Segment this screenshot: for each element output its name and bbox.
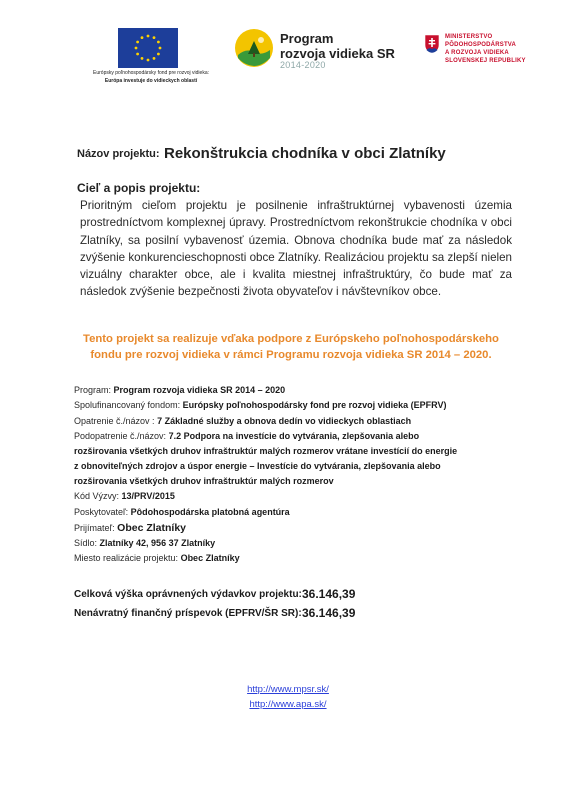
fund-label: Spolufinancovaný fondom: [74,400,181,410]
submeasure-label: Podopatrenie č./názov: [74,431,167,441]
submeasure-value-line4: rozširovania všetkých druhov infraštruktúr malých rozmerov [74,476,334,486]
program-logo-line1: Program [280,31,334,46]
goal-description: Prioritným cieľom projektu je posilnenie infraštruktúrnej vybavenosti územia prostredníctvom komplexnej úpravy. Prostredníctvom rekonštrukcie chodníka v obci Zlatníky, sa posilní vybavenosť územia. Obnova chodníka bude mať za následok zvýšenie konkurencieschopnosti obce Zlatníky. Realizáciou projektu sa zlepší nielen vizuálny charakter obce, ale i kvalita miestnej infraštruktúry, čo bude mať za následok zvýšenie bezpečnosti života obyvateľov i návštevníkov obce. [80,199,512,299]
seat-value: Zlatníky 42, 956 37 Zlatníky [99,538,216,548]
provider-label: Poskytovateľ: [74,507,129,517]
program-rozvoja-vidieka-logo-icon [234,28,274,68]
place-label: Miesto realizácie projektu: [74,553,179,563]
eu-caption-line1: Európsky poľnohospodársky fond pre rozvoj vidieka: [93,70,209,76]
measure-row [74,416,411,426]
submeasure-row [74,431,419,441]
seat-row [74,538,215,548]
eligible-costs-label: Celková výška oprávnených výdavkov projektu: [74,589,302,600]
recipient-label: Prijímateľ: [74,523,115,533]
provider-row [74,507,290,517]
support-statement-line1: Tento projekt sa realizuje vďaka podpore z Európskeho poľnohospodárskeho [83,333,499,345]
program-value: Program rozvoja vidieka SR 2014 – 2020 [113,385,286,395]
program-row [74,385,285,395]
ministry-line2: PÔDOHOSPODÁRSTVA [445,42,517,48]
submeasure-value-line2: rozširovania všetkých druhov infraštruktúr malých rozmerov vrátane investícií do energie [74,446,458,456]
apa-link[interactable]: http://www.apa.sk/ [249,699,327,710]
program-logo-years: 2014-2020 [280,60,326,70]
program-label: Program: [74,385,112,395]
measure-label: Opatrenie č./názov : [74,416,155,426]
call-label: Kód Výzvy: [74,491,120,501]
submeasure-line3 [74,461,441,471]
project-name-label: Názov projektu: [77,148,160,160]
place-row [74,553,240,563]
eu-flag-icon [118,28,178,68]
program-logo-line2: rozvoja vidieka SR [280,46,395,61]
call-row [74,491,175,501]
provider-value: Pôdohospodárska platobná agentúra [130,507,290,517]
ministry-line1: MINISTERSTVO [445,34,493,40]
eu-caption-line2: Európa investuje do vidieckych oblastí [104,78,198,84]
measure-value: 7 Základné služby a obnova dedín vo vidieckych oblastiach [157,416,412,426]
mpsr-link[interactable]: http://www.mpsr.sk/ [247,684,329,695]
goal-heading: Cieľ a popis projektu: [77,181,201,195]
recipient-row [74,522,186,534]
submeasure-line4 [74,476,334,486]
grant-label: Nenávratný finančný príspevok (EPFRV/ŠR SR): [74,608,302,619]
slovak-coat-of-arms-icon [424,34,440,54]
fund-value: Európsky poľnohospodársky fond pre rozvoj vidieka (EPFRV) [182,400,447,410]
ministry-line3: A ROZVOJA VIDIEKA [445,50,509,56]
support-statement-line2: fondu pre rozvoj vidieka v rámci Programu rozvoja vidieka SR 2014 – 2020. [90,349,492,361]
place-value: Obec Zlatníky [180,553,240,563]
submeasure-value-line1: 7.2 Podpora na investície do vytvárania, zlepšovania alebo [168,431,420,441]
ministry-line4: SLOVENSKEJ REPUBLIKY [445,58,526,64]
call-value: 13/PRV/2015 [121,491,175,501]
submeasure-line2 [74,446,457,456]
recipient-value: Obec Zlatníky [117,522,187,534]
project-name: Rekonštrukcia chodníka v obci Zlatníky [164,145,446,162]
eligible-costs-value: 36.146,39 [302,587,356,601]
fund-row [74,400,446,410]
seat-label: Sídlo: [74,538,98,548]
grant-value: 36.146,39 [302,606,356,620]
submeasure-value-line3: z obnoviteľných zdrojov a úspor energie – Investície do vytvárania, zlepšovania alebo [74,461,441,471]
